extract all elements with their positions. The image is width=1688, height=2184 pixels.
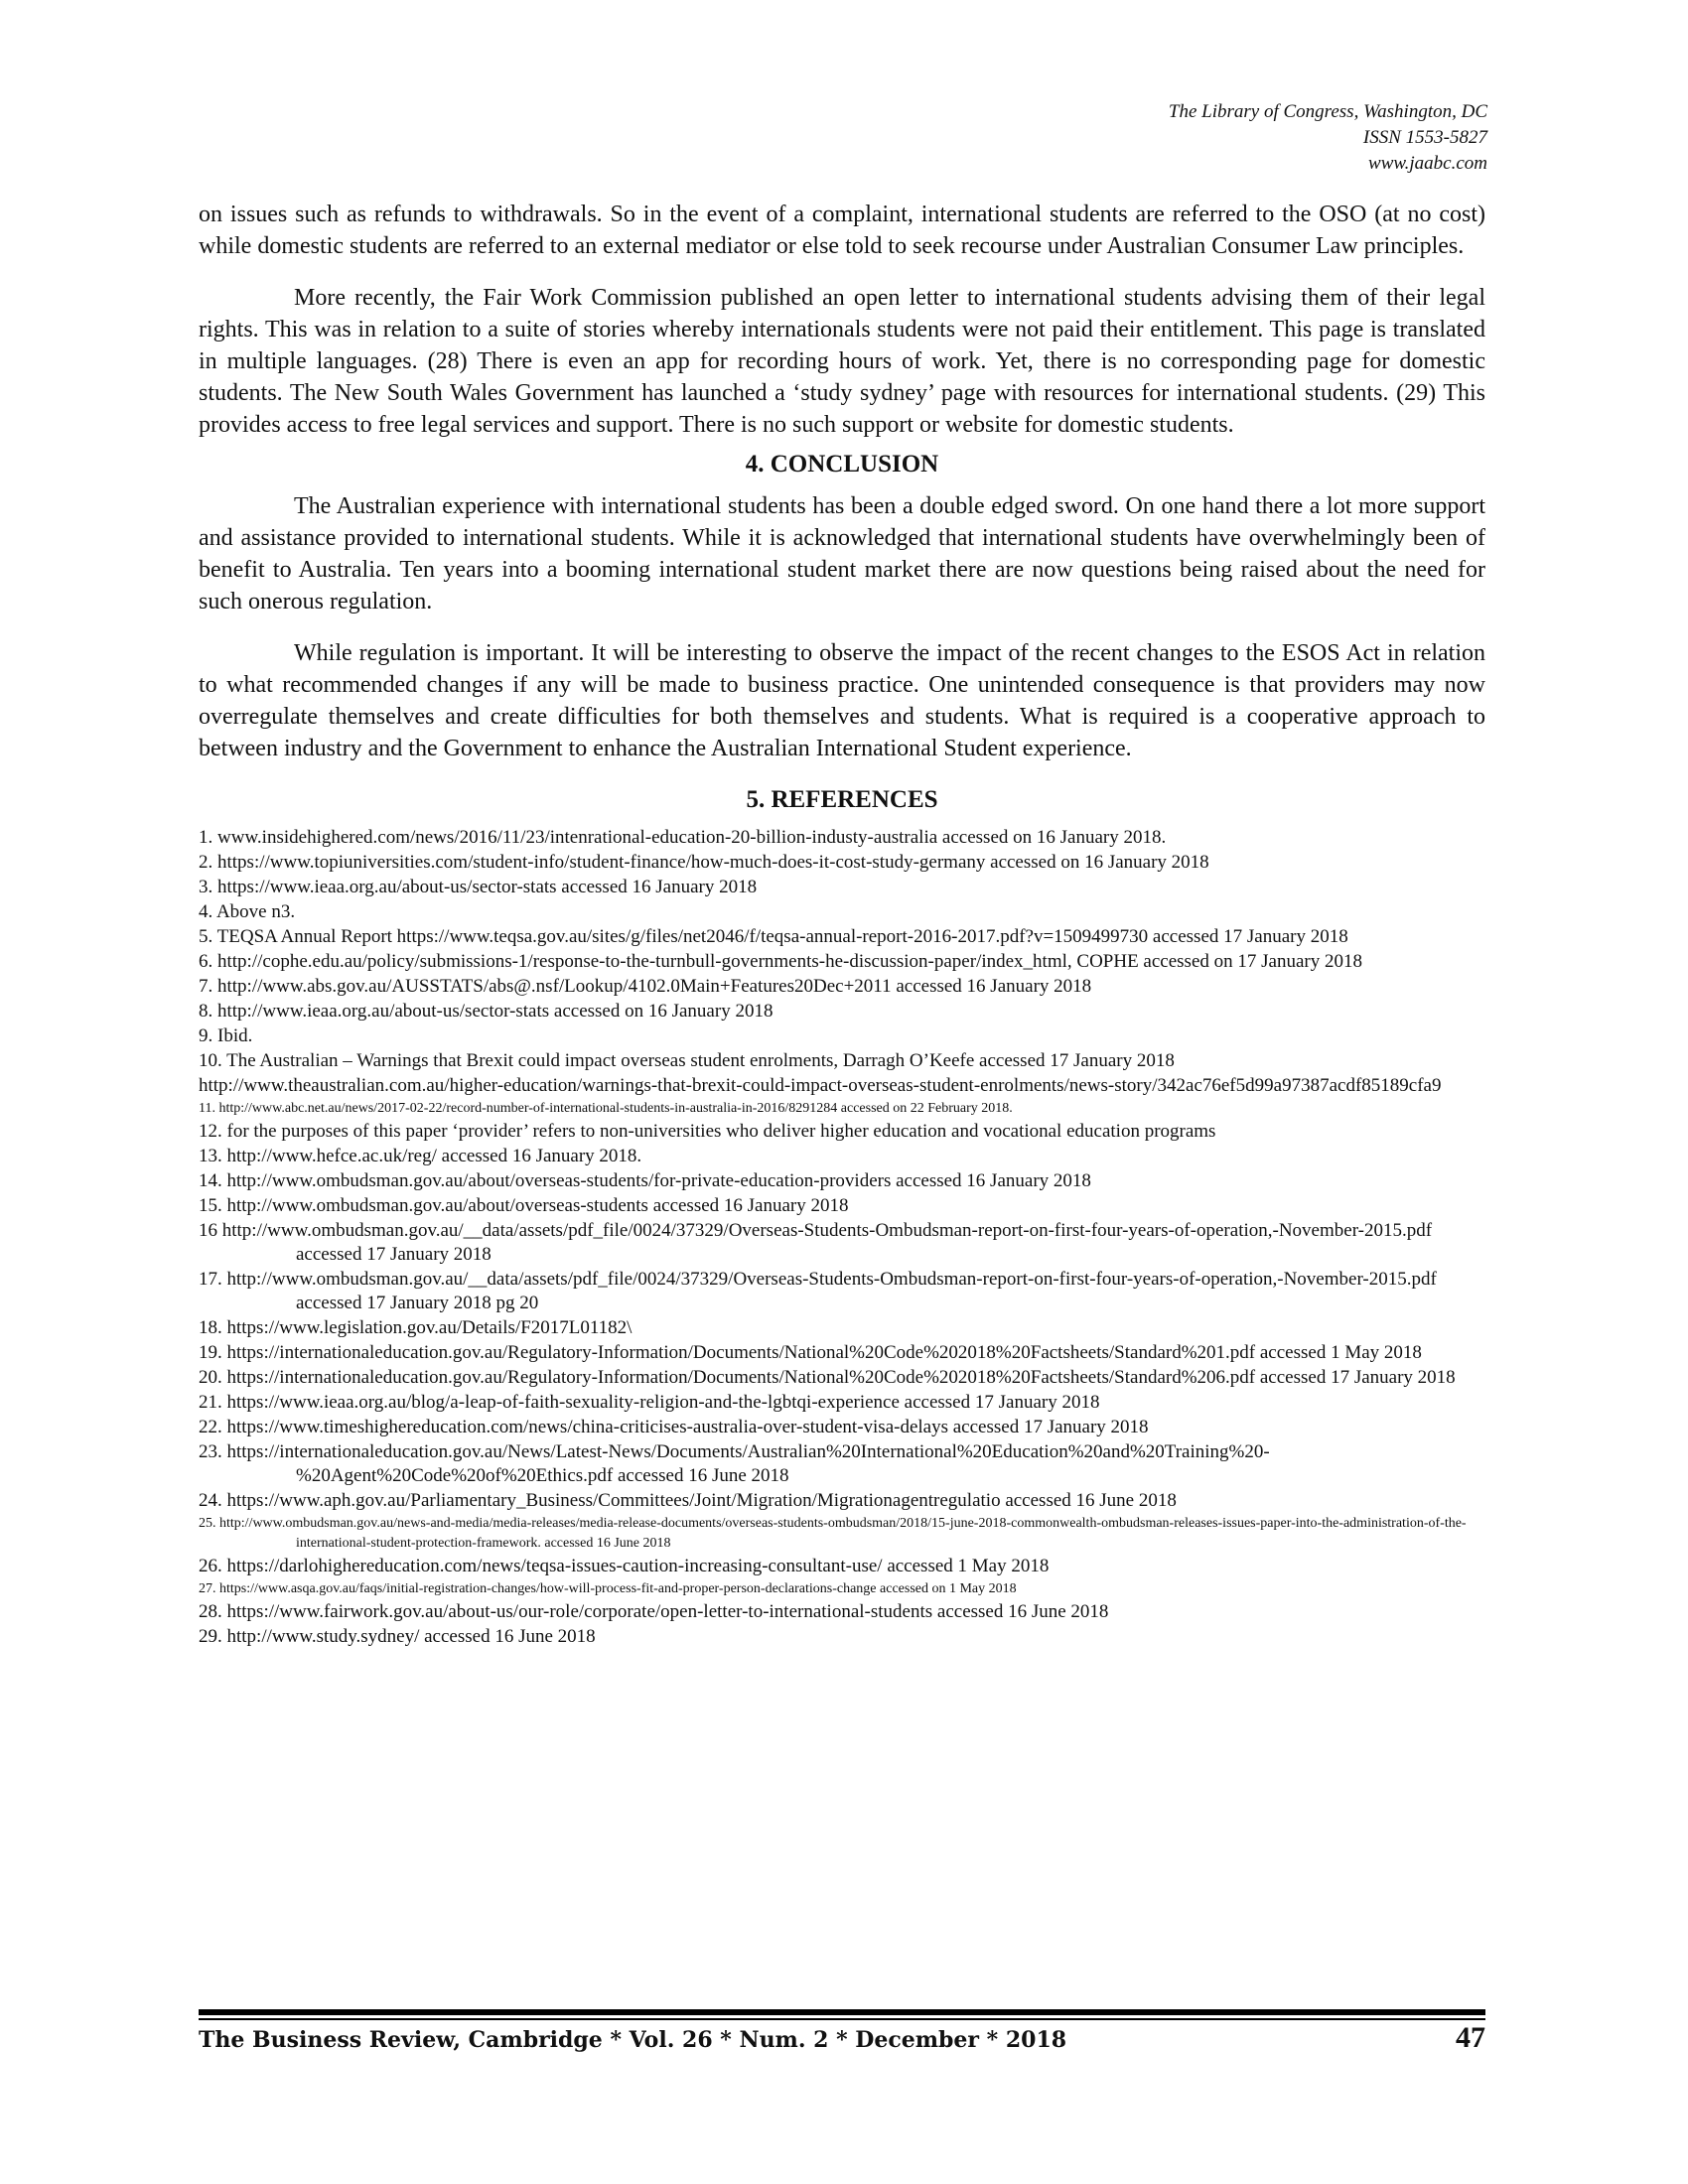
reference-item: 13. http://www.hefce.ac.uk/reg/ accessed 16 January 2018. (199, 1146, 642, 1166)
footer-journal: The Business Review, Cambridge * Vol. 26 * Num. 2 * December * 2018 (199, 2027, 1067, 2053)
reference-item: 18. https://www.legislation.gov.au/Details/F2017L01182\ (199, 1317, 633, 1338)
reference-item: 28. https://www.fairwork.gov.au/about-us/our-role/corporate/open-letter-to-international-students accessed 16 June 2018 (199, 1601, 1109, 1622)
reference-item: 6. http://cophe.edu.au/policy/submissions-1/response-to-the-turnbull-governments-he-discussion-paper/index_html, COPHE accessed on 17 January 2018 (199, 951, 1362, 972)
reference-item: 25. http://www.ombudsman.gov.au/news-and-media/media-releases/media-release-documents/overseas-students-ombudsman/2018/15-june-2018-commonwealth-ombudsman-releases-issues-paper-into-the-administration-of-the-international-student-protection-framework. accessed 16 June 2018 (199, 1516, 1467, 1551)
reference-item: 29. http://www.study.sydney/ accessed 16 June 2018 (199, 1626, 596, 1647)
references-list (199, 826, 1485, 1649)
reference-item: 27. https://www.asqa.gov.au/faqs/initial-registration-changes/how-will-process-fit-and-proper-person-declarations-change accessed on 1 May 2018 (199, 1581, 1017, 1596)
reference-item: 12. for the purposes of this paper ‘provider’ refers to non-universities who deliver higher education and vocational education programs (199, 1121, 1216, 1142)
reference-item: 21. https://www.ieaa.org.au/blog/a-leap-of-faith-sexuality-religion-and-the-lgbtqi-experience accessed 17 January 2018 (199, 1392, 1100, 1413)
reference-item: 2. https://www.topiuniversities.com/student-info/student-finance/how-much-does-it-cost-study-germany accessed on 16 January 2018 (199, 852, 1209, 873)
reference-item: 17. http://www.ombudsman.gov.au/__data/assets/pdf_file/0024/37329/Overseas-Students-Ombudsman-report-on-first-four-years-of-operation,-November-2015.pdf accessed 17 January 2018 pg 20 (199, 1269, 1437, 1313)
header-website: www.jaabc.com (1368, 153, 1487, 174)
reference-item: 23. https://internationaleducation.gov.au/News/Latest-News/Documents/Australian%20International%20Education%20and%20Training%20-%20Agent%20Code%20of%20Ethics.pdf accessed 16 June 2018 (199, 1441, 1270, 1486)
reference-item: 8. http://www.ieaa.org.au/about-us/sector-stats accessed on 16 January 2018 (199, 1001, 774, 1022)
page-body (199, 199, 1485, 1650)
paragraph-continued: on issues such as refunds to withdrawals. So in the event of a complaint, international students are referred to the OSO (at no cost) while domestic students are referred to an external mediator or else told to seek recourse under Australian Consumer Law principles. (199, 202, 1485, 259)
footer-rule-thin (199, 2018, 1485, 2020)
paragraph-fair-work: More recently, the Fair Work Commission published an open letter to international students advising them of their legal rights. This was in relation to a suite of stories whereby internationals students were not paid their entitlement. This page is translated in multiple languages. (28) There is even an app for recording hours of work. Yet, there is no corresponding page for domestic students. The New South Wales Government has launched a ‘study sydney’ page with resources for international students. (29) This provides access to free legal services and support. There is no such support or website for domestic students. (199, 285, 1485, 438)
reference-item: 4. Above n3. (199, 901, 296, 922)
reference-item: 20. https://internationaleducation.gov.au/Regulatory-Information/Documents/National%20Code%202018%20Factsheets/Standard%206.pdf accessed 17 January 2018 (199, 1367, 1456, 1388)
reference-item: 15. http://www.ombudsman.gov.au/about/overseas-students accessed 16 January 2018 (199, 1195, 849, 1216)
reference-item: 26. https://darlohighereducation.com/news/teqsa-issues-caution-increasing-consultant-use/ accessed 1 May 2018 (199, 1556, 1050, 1576)
reference-item: 16 http://www.ombudsman.gov.au/__data/assets/pdf_file/0024/37329/Overseas-Students-Ombudsman-report-on-first-four-years-of-operation,-November-2015.pdf accessed 17 January 2018 (199, 1220, 1433, 1265)
reference-item: 3. https://www.ieaa.org.au/about-us/sector-stats accessed 16 January 2018 (199, 877, 758, 897)
header-library: The Library of Congress, Washington, DC (1168, 101, 1487, 122)
conclusion-paragraph: The Australian experience with international students has been a double edged sword. On one hand there a lot more support and assistance provided to international students. While it is acknowledged that international students have overwhelmingly been of benefit to Australia. Ten years into a booming international student market there are now questions being raised about the need for such onerous regulation. (199, 493, 1485, 614)
reference-item: 14. http://www.ombudsman.gov.au/about/overseas-students/for-private-education-providers accessed 16 January 2018 (199, 1170, 1091, 1191)
footer-rule (199, 2009, 1485, 2020)
references-heading: 5. REFERENCES (746, 786, 938, 813)
running-header (892, 99, 1487, 177)
reference-item: 9. Ibid. (199, 1025, 253, 1046)
running-footer (199, 2021, 1485, 2055)
header-issn: ISSN 1553-5827 (1362, 127, 1487, 148)
reference-item: 1. www.insidehighered.com/news/2016/11/23/intenrational-education-20-billion-industy-australia accessed on 16 January 2018. (199, 827, 1167, 848)
reference-item: 10. The Australian – Warnings that Brexit could impact overseas student enrolments, Darragh O’Keefe accessed 17 January 2018 (199, 1050, 1175, 1071)
reference-item: 24. https://www.aph.gov.au/Parliamentary_Business/Committees/Joint/Migration/Migrationagentregulatio accessed 16 June 2018 (199, 1490, 1177, 1511)
conclusion-paragraph: While regulation is important. It will be interesting to observe the impact of the recent changes to the ESOS Act in relation to what recommended changes if any will be made to business practice. One unintended consequence is that providers may now overregulate themselves and create difficulties for both themselves and students. What is required is a cooperative approach to between industry and the Government to enhance the Australian International Student experience. (199, 640, 1485, 761)
reference-item: 7. http://www.abs.gov.au/AUSSTATS/abs@.nsf/Lookup/4102.0Main+Features20Dec+2011 accessed 16 January 2018 (199, 976, 1092, 997)
footer-rule-thick (199, 2009, 1485, 2015)
reference-item: 19. https://internationaleducation.gov.au/Regulatory-Information/Documents/National%20Code%202018%20Factsheets/Standard%201.pdf accessed 1 May 2018 (199, 1342, 1422, 1363)
reference-item: 22. https://www.timeshighereducation.com/news/china-criticises-australia-over-student-visa-delays accessed 17 January 2018 (199, 1417, 1149, 1437)
page-number: 47 (1456, 2021, 1485, 2054)
reference-item: http://www.theaustralian.com.au/higher-education/warnings-that-brexit-could-impact-overseas-student-enrolments/news-story/342ac76ef5d99a97387acdf85189cfa9 (199, 1075, 1442, 1096)
reference-item: 11. http://www.abc.net.au/news/2017-02-22/record-number-of-international-students-in-australia-in-2016/8291284 accessed on 22 February 2018. (199, 1101, 1013, 1116)
reference-item: 5. TEQSA Annual Report https://www.teqsa.gov.au/sites/g/files/net2046/f/teqsa-annual-report-2016-2017.pdf?v=1509499730 accessed 17 January 2018 (199, 926, 1348, 947)
conclusion-heading: 4. CONCLUSION (745, 451, 939, 478)
